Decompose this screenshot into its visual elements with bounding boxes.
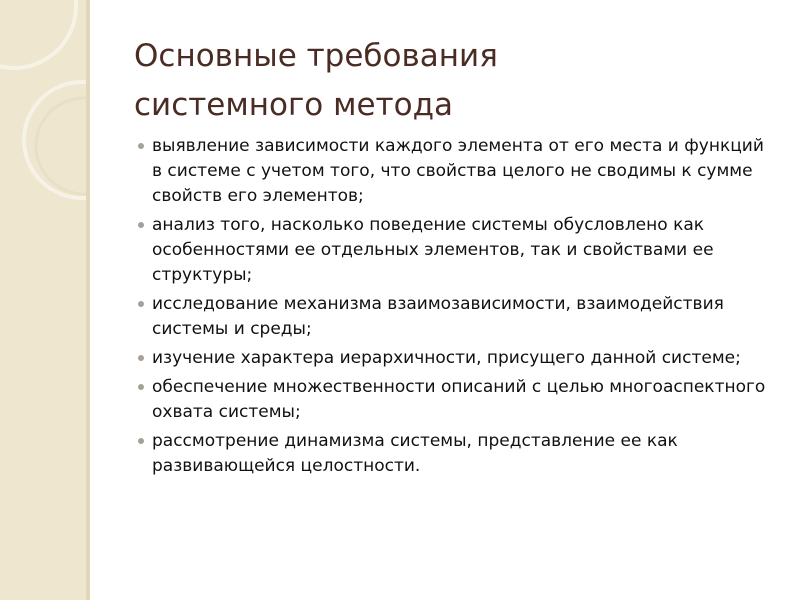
- top-ring: [0, 0, 76, 68]
- decorative-rings: [0, 0, 86, 600]
- bullet-dot-icon: [138, 438, 144, 444]
- bullet-dot-icon: [138, 143, 144, 149]
- side-panel-edge: [86, 0, 90, 600]
- bullet-text: изучение характера иерархичности, присущего данной системе;: [152, 348, 741, 368]
- bullet-text: рассмотрение динамизма системы, представление ее как развивающейся целостности.: [152, 431, 678, 476]
- bullet-item: [138, 346, 778, 371]
- bullet-text: обеспечение множественности описаний с целью многоаспектного охвата системы;: [152, 377, 766, 422]
- bullet-text: выявление зависимости каждого элемента от его места и функций в системе с учетом того, что свойства целого не сводимы к сумме свойств его элементов;: [152, 136, 764, 206]
- bullet-dot-icon: [138, 384, 144, 390]
- bullet-dot-icon: [138, 355, 144, 361]
- bullet-item: [138, 134, 778, 209]
- bullet-text: анализ того, насколько поведение системы обусловлено как особенностями ее отдельных элементов, так и свойствами ее структуры;: [152, 215, 714, 285]
- bullet-item: [138, 429, 778, 479]
- slide-title-line-1: Основные требования: [134, 38, 498, 74]
- bullet-item: [138, 375, 778, 425]
- bullet-text: исследование механизма взаимозависимости, взаимодействия системы и среды;: [152, 294, 724, 339]
- bullet-dot-icon: [138, 301, 144, 307]
- slide-title: [134, 32, 754, 130]
- middle-ring-inner: [36, 98, 86, 194]
- bullet-dot-icon: [138, 222, 144, 228]
- slide-title-line-2: системного метода: [134, 87, 454, 123]
- decorative-side-panel: [0, 0, 86, 600]
- bullet-item: [138, 292, 778, 342]
- bullet-list: [138, 134, 778, 483]
- bullet-item: [138, 213, 778, 288]
